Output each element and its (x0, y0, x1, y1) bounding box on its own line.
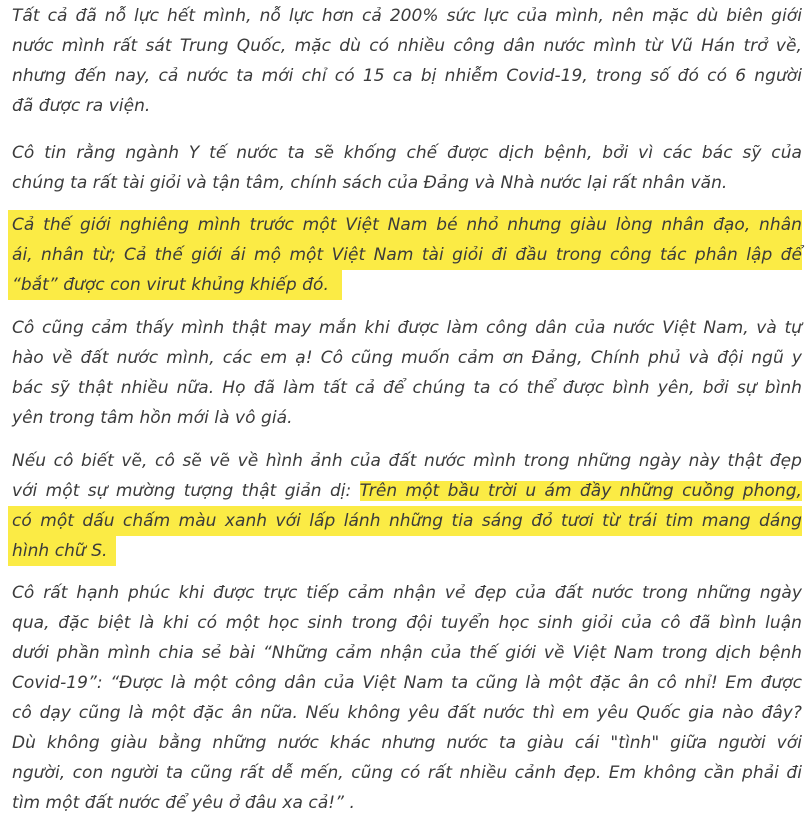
text-line: qua, đặc biệt là khi có một học sinh trong đội tuyển học sinh giỏi của cô đã bình luận (12, 613, 802, 633)
highlighted-line: hình chữ S. (8, 536, 116, 566)
text-line: Dù không giàu bằng những nước khác nhưng nước ta giàu cái "tình" giữa người với (12, 733, 802, 753)
paragraph-3-highlighted (12, 210, 802, 300)
text-line: tìm một đất nước để yêu ở đâu xa cả!” . (12, 793, 355, 813)
paragraph-4 (12, 313, 802, 433)
paragraph-6 (12, 578, 802, 818)
text-line: Tất cả đã nỗ lực hết mình, nỗ lực hơn cả 200% sức lực của mình, nên mặc dù biên giới (12, 6, 802, 26)
paragraph-1 (12, 1, 802, 121)
text-line: Covid-19”: “Được là một công dân của Việt Nam ta cũng là một đặc ân cô nhỉ! Em được (12, 673, 802, 693)
text-line: bác sỹ thật nhiều nữa. Họ đã làm tất cả để chúng ta có thể được bình yên, bởi sự bình (12, 378, 802, 398)
text-line: Cô cũng cảm thấy mình thật may mắn khi được làm công dân của nước Việt Nam, và tự (12, 318, 802, 338)
highlighted-line: “bắt” được con virut khủng khiếp đó. (8, 270, 342, 300)
paragraph-5 (12, 446, 802, 566)
text-line: yên trong tâm hồn mới là vô giá. (12, 408, 293, 428)
text-line: Nếu cô biết vẽ, cô sẽ vẽ về hình ảnh của đất nước mình trong những ngày này thật đẹp (12, 451, 802, 471)
text-line: đã được ra viện. (12, 96, 151, 116)
text-line: nhưng đến nay, cả nước ta mới chỉ có 15 ca bị nhiễm Covid-19, trong số đó có 6 người (12, 66, 802, 86)
highlighted-line: ái, nhân từ; Cả thế giới ái mộ một Việt Nam tài giỏi đi đầu trong công tác phân lập để (8, 240, 802, 270)
text-line: cô dạy cũng là một đặc ân nữa. Nếu không yêu đất nước thì em yêu Quốc gia nào đây? (12, 703, 802, 723)
text-line: chúng ta rất tài giỏi và tận tâm, chính sách của Đảng và Nhà nước lại rất nhân văn. (12, 173, 728, 193)
text-line: người, con người ta cũng rất dễ mến, cũng có rất nhiều cảnh đẹp. Em không cần phải đi (12, 763, 802, 783)
text-line: Cô tin rằng ngành Y tế nước ta sẽ khống chế được dịch bệnh, bởi vì các bác sỹ của (12, 143, 802, 163)
plain-text-segment: với một sự mường tượng thật giản dị: (12, 481, 360, 501)
highlighted-line: Cả thế giới nghiêng mình trước một Việt Nam bé nhỏ nhưng giàu lòng nhân đạo, nhân (8, 210, 802, 240)
highlighted-line: có một dấu chấm màu xanh với lấp lánh những tia sáng đỏ tươi từ trái tim mang dáng (8, 506, 802, 536)
text-line (12, 476, 802, 506)
text-line: hào về đất nước mình, các em ạ! Cô cũng muốn cảm ơn Đảng, Chính phủ và đội ngũ y (12, 348, 802, 368)
highlighted-segment: Trên một bầu trời u ám đầy những cuồng phong, (359, 481, 802, 501)
text-line: dưới phần mình chia sẻ bài “Những cảm nhận của thế giới về Việt Nam trong dịch bệnh (12, 643, 802, 663)
text-line: nước mình rất sát Trung Quốc, mặc dù có nhiều công dân nước mình từ Vũ Hán trở về, (12, 36, 802, 56)
text-line: Cô rất hạnh phúc khi được trực tiếp cảm nhận vẻ đẹp của đất nước trong những ngày (12, 583, 802, 603)
paragraph-2 (12, 138, 802, 198)
